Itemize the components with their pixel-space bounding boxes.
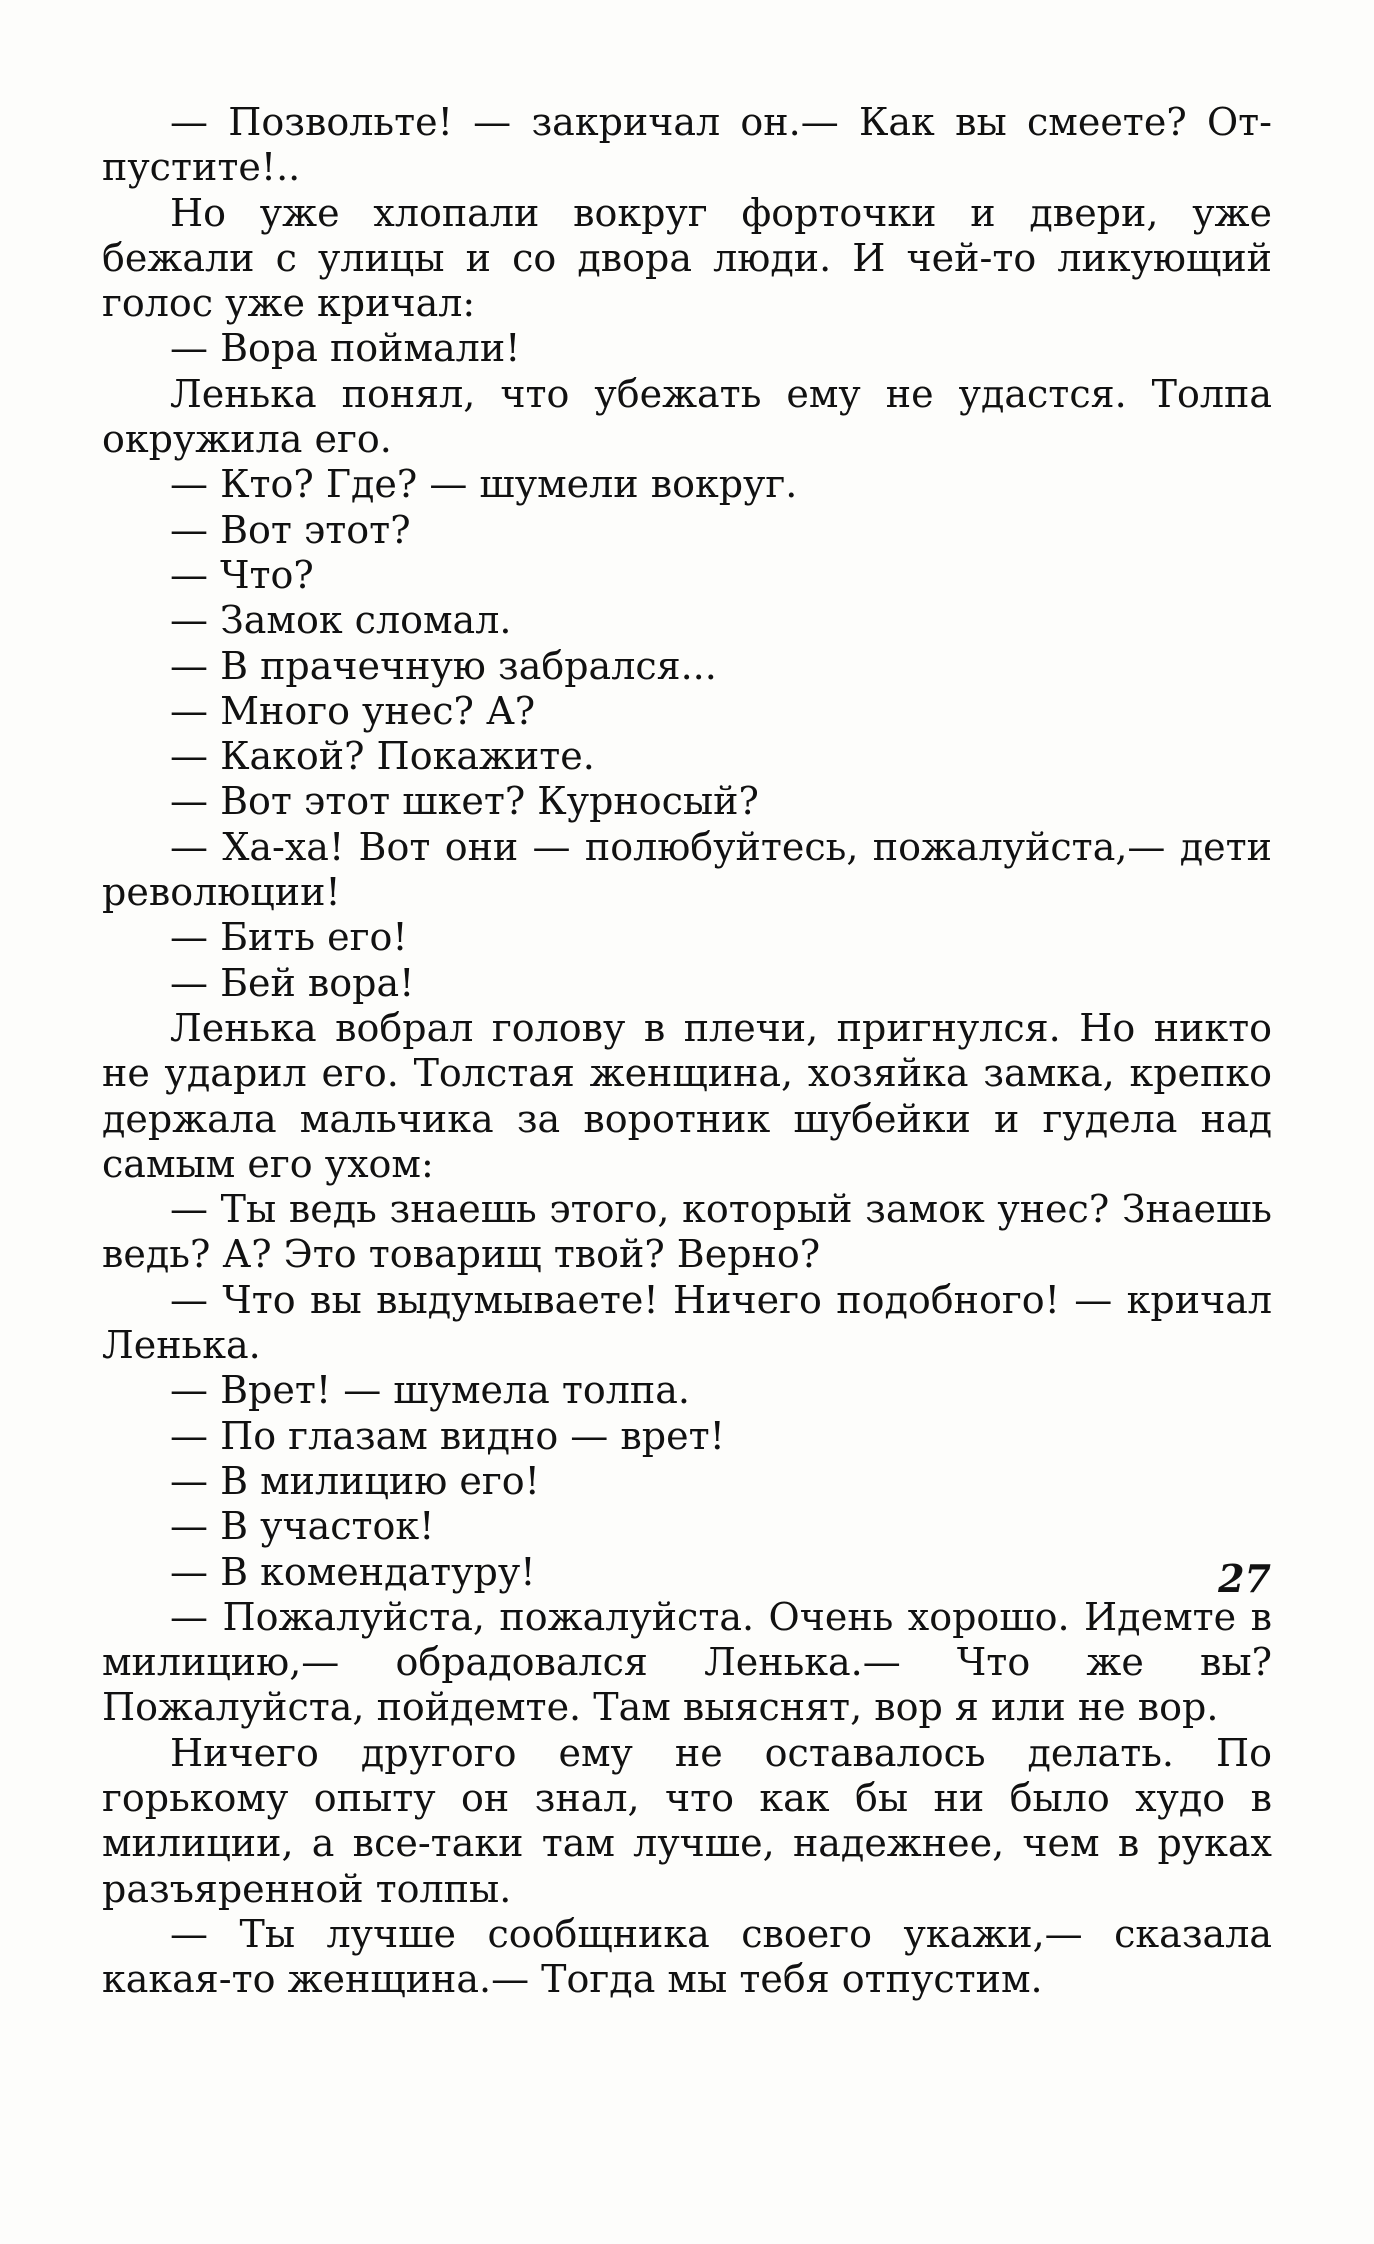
paragraph: — В участок! [170, 1504, 435, 1549]
paragraph: — Что вы выдумываете! Ничего подобного! — кричал Ленька. [102, 1277, 1272, 1368]
paragraph: — По глазам видно — врет! [170, 1413, 725, 1458]
paragraph: — Ты лучше сообщника своего укажи,— сказала какая-то женщина.— Тогда мы тебя отпустим. [102, 1911, 1272, 2002]
paragraph: — Вот этот? [170, 507, 411, 552]
paragraph: — Вот этот шкет? Курносый? [170, 779, 759, 824]
page-number: 27 [1218, 1556, 1271, 1601]
paragraph: — Ха-ха! Вот они — полюбуйтесь, пожалуйста,— дети революции! [102, 824, 1272, 915]
paragraph: Ничего другого ему не оставалось делать. По горькому опыту он знал, что как бы ни было худо в милиции, а все-таки там лучше, надежнее, чем в руках разъяренной толпы. [102, 1730, 1272, 1911]
paragraph: Ленька понял, что убежать ему не удастся. Толпа окружила его. [102, 371, 1272, 462]
paragraph: — Замок сломал. [170, 598, 512, 643]
paragraph: — В милицию его! [170, 1458, 540, 1503]
paragraph: — Много унес? А? [170, 688, 536, 733]
paragraph: — Какой? Покажите. [170, 734, 595, 779]
paragraph: Но уже хлопали вокруг форточки и двери, уже бежали с улицы и со двора люди. И чей-то ликующий голос уже кричал: [102, 190, 1272, 326]
body-text [102, 100, 1272, 2002]
paragraph: — Пожалуйста, пожалуйста. Очень хорошо. Идемте в милицию,— обрадовался Ленька.— Что же вы? Пожалуйста, пойдемте. Там выяснят, вор я или не вор. [102, 1594, 1272, 1730]
paragraph: Ленька вобрал голову в плечи, пригнулся. Но никто не ударил его. Толстая женщина, хозяйка замка, крепко держала мальчика за воротник шубейки и гудела над самым его ухом: [102, 1005, 1272, 1186]
paragraph: — Бей вора! [170, 960, 415, 1005]
paragraph: — Бить его! [170, 915, 408, 960]
paragraph: — В комендатуру! [170, 1549, 536, 1594]
paragraph: — Врет! — шумела толпа. [170, 1368, 690, 1413]
paragraph: — Позвольте! — закричал он.— Как вы смеете? От-пустите!.. [102, 100, 1272, 190]
paragraph: — Кто? Где? — шумели вокруг. [170, 462, 798, 507]
paragraph: — Что? [170, 552, 314, 597]
paragraph: — Вора поймали! [170, 326, 521, 371]
paragraph: — В прачечную забрался... [170, 643, 717, 688]
paragraph: — Ты ведь знаешь этого, который замок унес? Знаешь ведь? А? Это товарищ твой? Верно? [102, 1187, 1272, 1277]
